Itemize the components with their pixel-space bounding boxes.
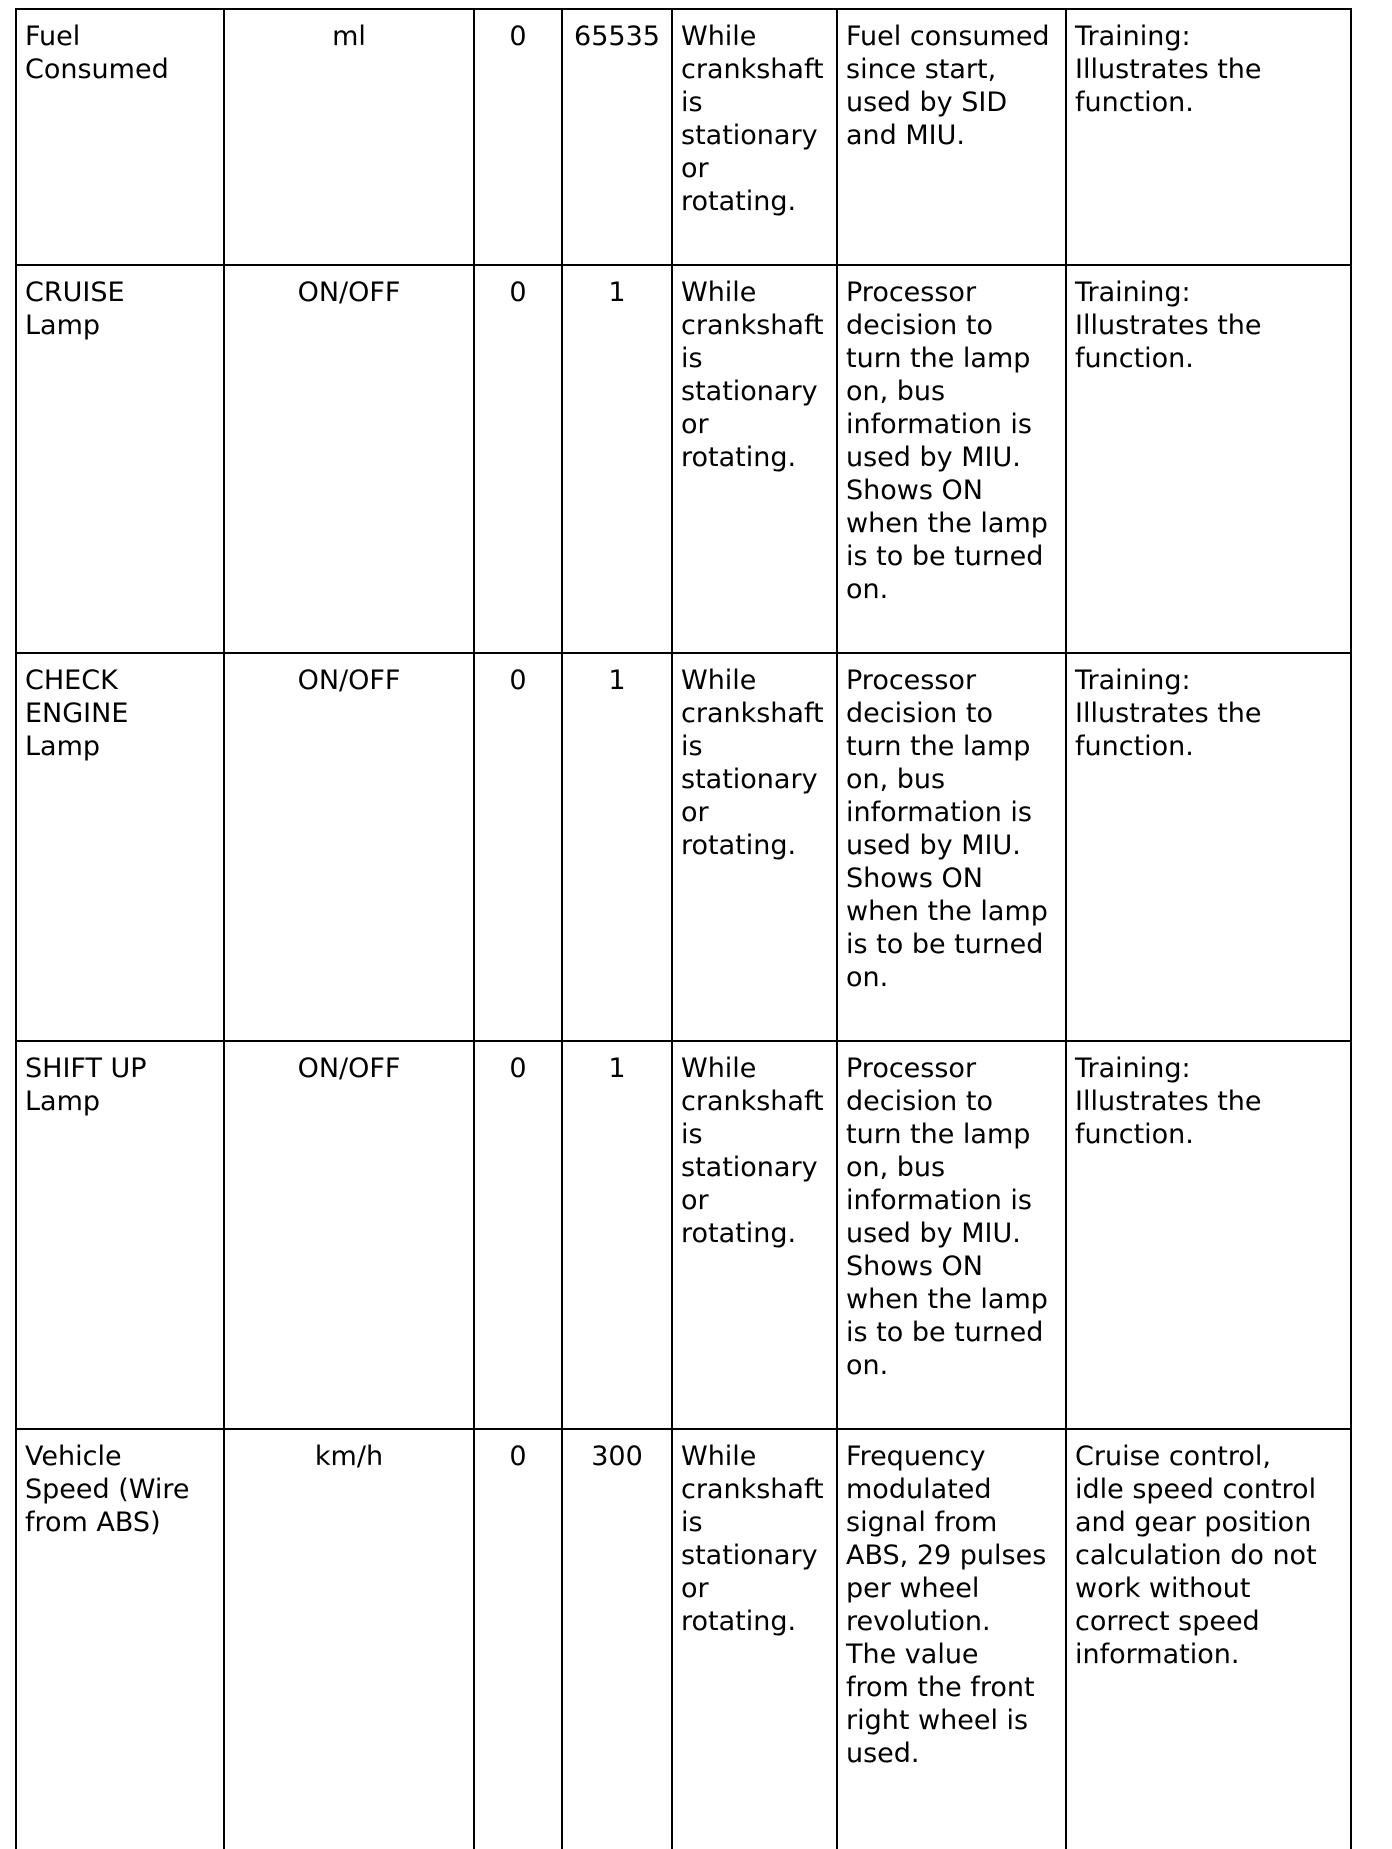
table-row	[16, 265, 1351, 653]
table-row	[16, 1429, 1351, 1849]
effect-cell: Training: Illustrates the function.	[1066, 9, 1351, 265]
effect-cell: Training: Illustrates the function.	[1066, 653, 1351, 1041]
parameter-name-cell: SHIFT UP Lamp	[16, 1041, 224, 1429]
min-value-cell: 0	[474, 1429, 562, 1849]
unit-cell: ON/OFF	[224, 265, 474, 653]
description-cell: Fuel consumed since start, used by SID and MIU.	[837, 9, 1066, 265]
parameter-table	[15, 8, 1352, 1849]
description-cell: Processor decision to turn the lamp on, bus information is used by MIU. Shows ON when the lamp is to be turned on.	[837, 1041, 1066, 1429]
condition-cell: While crankshaft is stationary or rotating.	[672, 1041, 837, 1429]
table-row	[16, 9, 1351, 265]
description-cell: Processor decision to turn the lamp on, bus information is used by MIU. Shows ON when the lamp is to be turned on.	[837, 653, 1066, 1041]
unit-cell: ml	[224, 9, 474, 265]
min-value-cell: 0	[474, 265, 562, 653]
condition-cell: While crankshaft is stationary or rotating.	[672, 653, 837, 1041]
max-value-cell: 300	[562, 1429, 672, 1849]
unit-cell: ON/OFF	[224, 1041, 474, 1429]
table-row	[16, 1041, 1351, 1429]
max-value-cell: 1	[562, 1041, 672, 1429]
parameter-name-cell: Vehicle Speed (Wire from ABS)	[16, 1429, 224, 1849]
unit-cell: ON/OFF	[224, 653, 474, 1041]
effect-cell: Training: Illustrates the function.	[1066, 265, 1351, 653]
parameter-name-cell: CRUISE Lamp	[16, 265, 224, 653]
description-cell: Frequency modulated signal from ABS, 29 pulses per wheel revolution. The value from the front right wheel is used.	[837, 1429, 1066, 1849]
min-value-cell: 0	[474, 9, 562, 265]
min-value-cell: 0	[474, 1041, 562, 1429]
max-value-cell: 1	[562, 265, 672, 653]
unit-cell: km/h	[224, 1429, 474, 1849]
parameter-name-cell: Fuel Consumed	[16, 9, 224, 265]
condition-cell: While crankshaft is stationary or rotating.	[672, 265, 837, 653]
min-value-cell: 0	[474, 653, 562, 1041]
effect-cell: Training: Illustrates the function.	[1066, 1041, 1351, 1429]
description-cell: Processor decision to turn the lamp on, bus information is used by MIU. Shows ON when the lamp is to be turned on.	[837, 265, 1066, 653]
parameter-name-cell: CHECK ENGINE Lamp	[16, 653, 224, 1041]
condition-cell: While crankshaft is stationary or rotating.	[672, 9, 837, 265]
effect-cell: Cruise control, idle speed control and gear position calculation do not work without correct speed information.	[1066, 1429, 1351, 1849]
condition-cell: While crankshaft is stationary or rotating.	[672, 1429, 837, 1849]
max-value-cell: 65535	[562, 9, 672, 265]
max-value-cell: 1	[562, 653, 672, 1041]
table-row	[16, 653, 1351, 1041]
